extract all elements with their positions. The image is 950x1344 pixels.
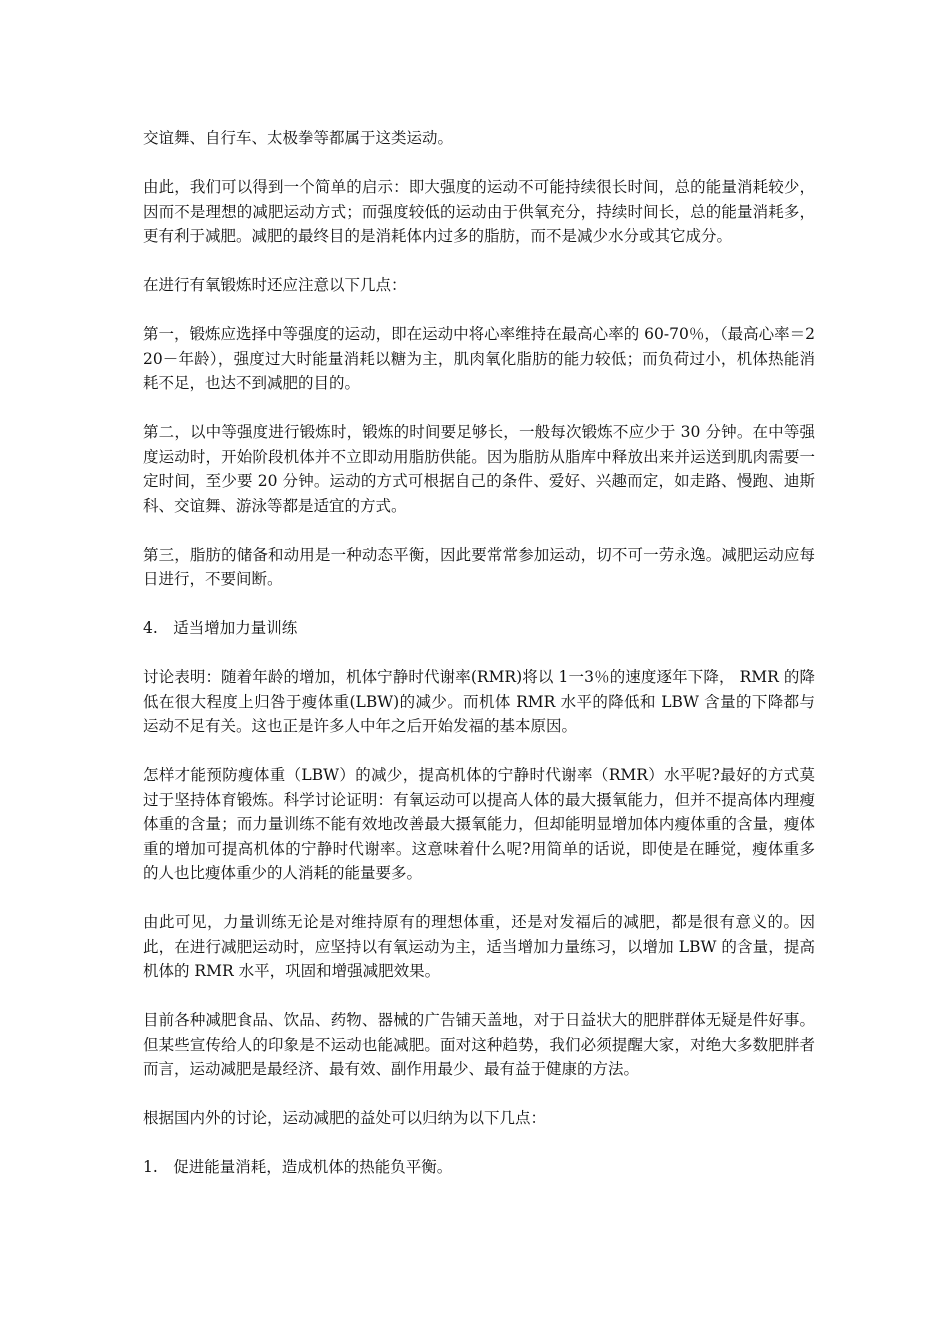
section-heading: 4. 适当增加力量训练: [143, 619, 298, 637]
paragraph-8: 讨论表明：随着年龄的增加，机体宁静时代谢率(RMR)将以 1一3％的速度逐年下降， RMR 的降低在很大程度上归咎于瘦体重(LBW)的减少。而机体 RMR 水平的降低和 LBW 含量的下降都与运动不足有关。这也正是许多人中年之后开始发福的基本原因。: [143, 668, 815, 735]
paragraph-1: 交谊舞、自行车、太极拳等都属于这类运动。: [143, 129, 454, 147]
paragraph-3: 在进行有氧锻炼时还应注意以下几点：: [143, 276, 407, 294]
paragraph-5: 第二，以中等强度进行锻炼时，锻炼的时间要足够长，一般每次锻炼不应少于 30 分钟。在中等强度运动时，开始阶段机体并不立即动用脂肪供能。因为脂肪从脂库中释放出来并运送到肌肉需要一定时间，至少要 20 分钟。运动的方式可根据自己的条件、爱好、兴趣而定，如走路、慢跑、迪斯科、交谊舞、游泳等都是适宜的方式。: [143, 423, 815, 515]
paragraph-11: 目前各种减肥食品、饮品、药物、器械的广告铺天盖地，对于日益状大的肥胖群体无疑是件好事。但某些宣传给人的印象是不运动也能减肥。面对这种趋势，我们必须提醒大家，对绝大多数肥胖者而言，运动减肥是最经济、最有效、副作用最少、最有益于健康的方法。: [143, 1011, 815, 1078]
paragraph-4: 第一，锻炼应选择中等强度的运动，即在运动中将心率维持在最高心率的 60-70％，（最高心率＝220－年龄），强度过大时能量消耗以糖为主，肌肉氧化脂肪的能力较低；而负荷过小，机体热能消耗不足，也达不到减肥的目的。: [143, 325, 815, 392]
list-item-1: 1. 促进能量消耗，造成机体的热能负平衡。: [143, 1158, 453, 1176]
paragraph-12: 根据国内外的讨论，运动减肥的益处可以归纳为以下几点：: [143, 1109, 547, 1127]
paragraph-6: 第三，脂肪的储备和动用是一种动态平衡，因此要常常参加运动，切不可一劳永逸。减肥运动应每日进行，不要间断。: [143, 545, 815, 588]
paragraph-9: 怎样才能预防瘦体重（LBW）的减少，提高机体的宁静时代谢率（RMR）水平呢?最好的方式莫过于坚持体育锻炼。科学讨论证明：有氧运动可以提高人体的最大摄氧能力，但并不提高体内理瘦体重的含量；而力量训练不能有效地改善最大摄氧能力，但却能明显增加体内瘦体重的含量，瘦体重的增加可提高机体的宁静时代谢率。这意味着什么呢?用简单的话说，即使是在睡觉，瘦体重多的人也比瘦体重少的人消耗的能量要多。: [143, 766, 815, 882]
paragraph-2: 由此，我们可以得到一个简单的启示：即大强度的运动不可能持续很长时间，总的能量消耗较少，因而不是理想的减肥运动方式；而强度较低的运动由于供氧充分，持续时间长，总的能量消耗多，更有利于减肥。减肥的最终目的是消耗体内过多的脂肪，而不是减少水分或其它成分。: [143, 178, 815, 245]
paragraph-10: 由此可见，力量训练无论是对维持原有的理想体重，还是对发福后的减肥，都是很有意义的。因此，在进行减肥运动时，应坚持以有氧运动为主，适当增加力量练习，以增加 LBW 的含量，提高机体的 RMR 水平，巩固和增强减肥效果。: [143, 913, 815, 980]
document-body: [143, 126, 815, 1204]
